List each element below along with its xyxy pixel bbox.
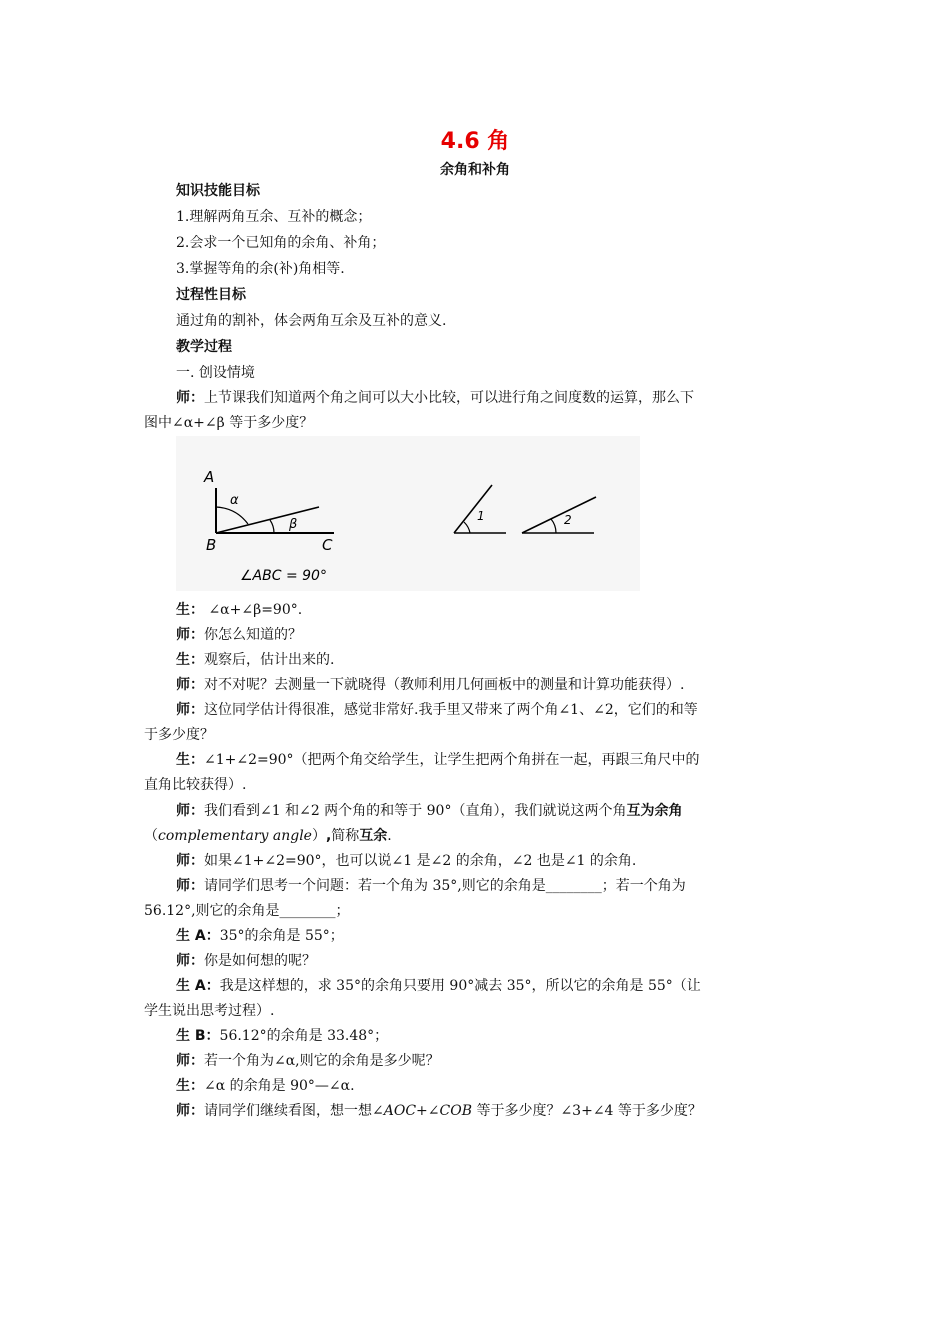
comma: , (325, 828, 332, 844)
arc-beta (270, 520, 274, 533)
dialogue-text: 如果∠1+∠2=90°，也可以说∠1 是∠2 的余角，∠2 也是∠1 的余角. (204, 853, 637, 869)
dialogue-continuation: 于多少度？ (144, 727, 214, 743)
dialogue-line (176, 976, 701, 996)
teaching-heading: 教学过程 (176, 339, 232, 355)
speaker: 生 B： (176, 1028, 220, 1044)
dialogue-continuation: 学生说出思考过程）. (144, 1003, 275, 1019)
speaker: 生 A： (176, 928, 220, 944)
term-complementary: 互为余角 (626, 803, 683, 819)
dialogue-text: 若一个角为∠α,则它的余角是多少呢？ (204, 1053, 440, 1069)
speaker: 师： (176, 878, 204, 894)
dialogue-line (176, 750, 700, 770)
arc-alpha (216, 507, 248, 524)
knowledge-item-3: 3.掌握等角的余(补)角相等. (176, 261, 345, 277)
speaker: 师： (176, 390, 204, 406)
page-subtitle: 余角和补角 (440, 162, 510, 178)
speaker: 生： (176, 602, 204, 618)
angle-name-cob: COB (439, 1103, 472, 1119)
english-term: complementary angle (158, 828, 312, 844)
dialogue-continuation (144, 826, 392, 846)
speaker: 师： (176, 853, 204, 869)
figure-caption: ∠ABC = 90° (240, 568, 327, 584)
dialogue-line (176, 388, 694, 408)
speaker: 师： (176, 1103, 204, 1119)
label-angle-2: 2 (564, 513, 572, 527)
text-short-name: 简称 (331, 828, 360, 844)
period: . (387, 828, 392, 844)
dialogue-line (176, 1101, 702, 1121)
section-heading: 一. 创设情境 (176, 365, 255, 381)
knowledge-heading: 知识技能目标 (176, 183, 260, 199)
dialogue-line (176, 675, 684, 695)
dialogue-text: ∠1+∠2=90°（把两个角交给学生，让学生把两个角拼在一起，再跟三角尺中的 (204, 752, 700, 768)
knowledge-item-2: 2.会求一个已知角的余角、补角； (176, 235, 386, 251)
speaker: 师： (176, 1053, 204, 1069)
label-beta: β (289, 517, 298, 532)
speaker: 生： (176, 652, 204, 668)
dialogue-text: 我们看到∠1 和∠2 两个角的和等于 90°（直角），我们就说这两个角 (204, 803, 627, 819)
angle-diagram (176, 436, 640, 591)
dialogue-text: 你怎么知道的？ (204, 627, 302, 643)
speaker: 生： (176, 752, 204, 768)
dialogue-line (176, 625, 302, 645)
dialogue-continuation: 56.12°,则它的余角是________； (144, 903, 350, 919)
dialogue-text: 这位同学估计得很准，感觉非常好.我手里又带来了两个角∠1、∠2，它们的和等 (204, 702, 698, 718)
label-b: B (206, 536, 217, 554)
dialogue-text: 56.12°的余角是 33.48°； (219, 1028, 389, 1044)
speaker: 师： (176, 953, 204, 969)
speaker: 生： (176, 1078, 204, 1094)
dialogue-text: 观察后，估计出来的. (204, 652, 335, 668)
dialogue-line (176, 876, 686, 896)
label-c: C (322, 536, 333, 554)
dialogue-line (176, 1051, 440, 1071)
dialogue-text: 对不对呢？去测量一下就晓得（教师利用几何画板中的测量和计算功能获得）. (204, 677, 685, 693)
dialogue-line (176, 1076, 355, 1096)
speaker: 师： (176, 627, 204, 643)
paren-open: （ (144, 828, 158, 844)
dialogue-text: ∠α 的余角是 90°—∠α. (204, 1078, 355, 1094)
dialogue-text: 你是如何想的呢？ (204, 953, 316, 969)
knowledge-item-1: 1.理解两角互余、互补的概念； (176, 209, 372, 225)
dialogue-line (176, 801, 682, 821)
angle1-arc (464, 522, 470, 533)
speaker: 师： (176, 677, 204, 693)
speaker: 师： (176, 803, 204, 819)
dialogue-line (176, 951, 316, 971)
angle1-ray (454, 485, 492, 533)
process-text: 通过角的割补，体会两角互余及互补的意义. (176, 313, 447, 329)
angle-name-aoc: AOC (383, 1103, 417, 1119)
dialogue-text: ∠α+∠β=90°. (204, 602, 303, 618)
label-angle-1: 1 (477, 509, 485, 523)
label-a: A (204, 468, 215, 486)
term-short: 互余 (359, 828, 388, 844)
page-title: 4.6 角 (440, 129, 510, 154)
dialogue-line (176, 851, 636, 871)
dialogue-line (176, 1026, 388, 1046)
process-heading: 过程性目标 (176, 287, 246, 303)
speaker: 师： (176, 702, 204, 718)
dialogue-text: 35°的余角是 55°； (219, 928, 344, 944)
angle2-arc (551, 519, 556, 533)
angle2-ray (522, 497, 596, 533)
angle-figure (176, 436, 640, 591)
dialogue-line (176, 650, 334, 670)
dialogue-text: 等于多少度？∠3+∠4 等于多少度？ (472, 1103, 702, 1119)
dialogue-text: 上节课我们知道两个角之间可以大小比较，可以进行角之间度数的运算，那么下 (204, 390, 694, 406)
dialogue-line (176, 926, 344, 946)
dialogue-text: 我是这样想的，求 35°的余角只要用 90°减去 35°，所以它的余角是 55°（让 (219, 978, 701, 994)
dialogue-line (176, 700, 698, 720)
dialogue-continuation: 直角比较获得）. (144, 777, 247, 793)
speaker: 生 A： (176, 978, 220, 994)
paren-close: ） (311, 828, 326, 844)
dialogue-text: +∠ (416, 1103, 440, 1119)
dialogue-text: 请同学们继续看图，想一想∠ (204, 1103, 384, 1119)
dialogue-line (176, 600, 302, 620)
dialogue-continuation: 图中∠α+∠β 等于多少度？ (144, 415, 314, 431)
dialogue-text: 请同学们思考一个问题：若一个角为 35°,则它的余角是________；若一个角为 (204, 878, 686, 894)
label-alpha: α (230, 493, 239, 508)
